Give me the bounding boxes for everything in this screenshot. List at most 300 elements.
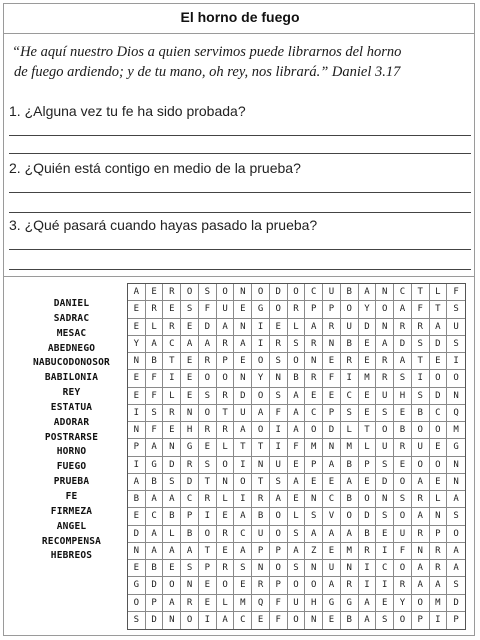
grid-letter[interactable]: P	[305, 457, 323, 474]
grid-letter[interactable]: O	[234, 474, 252, 491]
grid-letter[interactable]: A	[234, 336, 252, 353]
grid-letter[interactable]: I	[376, 577, 394, 594]
grid-letter[interactable]: R	[412, 319, 430, 336]
grid-letter[interactable]: M	[430, 595, 448, 612]
grid-letter[interactable]: E	[163, 422, 181, 439]
grid-letter[interactable]: E	[217, 543, 235, 560]
grid-letter[interactable]: R	[199, 491, 217, 508]
grid-letter[interactable]: O	[128, 595, 146, 612]
grid-letter[interactable]: N	[412, 543, 430, 560]
grid-letter[interactable]: A	[359, 595, 377, 612]
grid-letter[interactable]: T	[163, 353, 181, 370]
grid-letter[interactable]: S	[288, 526, 306, 543]
grid-letter[interactable]: T	[412, 353, 430, 370]
grid-letter[interactable]: M	[359, 370, 377, 387]
grid-letter[interactable]: P	[181, 508, 199, 525]
grid-letter[interactable]: O	[341, 301, 359, 318]
grid-letter[interactable]: U	[323, 560, 341, 577]
grid-letter[interactable]: F	[146, 388, 164, 405]
grid-letter[interactable]: A	[163, 595, 181, 612]
answer-line[interactable]	[9, 192, 471, 193]
grid-letter[interactable]: N	[447, 388, 465, 405]
grid-letter[interactable]: S	[234, 560, 252, 577]
grid-letter[interactable]: N	[217, 474, 235, 491]
grid-letter[interactable]: S	[412, 336, 430, 353]
grid-letter[interactable]: U	[341, 319, 359, 336]
grid-letter[interactable]: B	[288, 370, 306, 387]
grid-letter[interactable]: O	[305, 422, 323, 439]
grid-letter[interactable]: S	[163, 474, 181, 491]
grid-letter[interactable]: S	[412, 388, 430, 405]
grid-letter[interactable]: A	[288, 405, 306, 422]
grid-letter[interactable]: N	[252, 457, 270, 474]
grid-letter[interactable]: E	[359, 405, 377, 422]
grid-letter[interactable]: P	[252, 543, 270, 560]
grid-letter[interactable]: A	[128, 474, 146, 491]
grid-letter[interactable]: R	[217, 388, 235, 405]
grid-letter[interactable]: M	[305, 439, 323, 456]
grid-letter[interactable]: S	[394, 491, 412, 508]
grid-letter[interactable]: I	[359, 577, 377, 594]
grid-letter[interactable]: O	[252, 353, 270, 370]
answer-line[interactable]	[9, 153, 471, 154]
grid-letter[interactable]: G	[181, 439, 199, 456]
grid-letter[interactable]: O	[181, 612, 199, 629]
grid-letter[interactable]: C	[163, 336, 181, 353]
grid-letter[interactable]: L	[217, 491, 235, 508]
grid-letter[interactable]: F	[146, 422, 164, 439]
grid-letter[interactable]: N	[447, 457, 465, 474]
grid-letter[interactable]: F	[146, 370, 164, 387]
grid-letter[interactable]: C	[341, 388, 359, 405]
grid-letter[interactable]: N	[376, 319, 394, 336]
grid-letter[interactable]: T	[430, 301, 448, 318]
grid-letter[interactable]: E	[430, 353, 448, 370]
grid-letter[interactable]: E	[128, 370, 146, 387]
grid-letter[interactable]: S	[376, 508, 394, 525]
grid-letter[interactable]: A	[305, 319, 323, 336]
grid-letter[interactable]: D	[430, 336, 448, 353]
grid-letter[interactable]: C	[234, 612, 252, 629]
grid-letter[interactable]: C	[146, 508, 164, 525]
grid-letter[interactable]: N	[234, 319, 252, 336]
grid-letter[interactable]: A	[359, 612, 377, 629]
grid-letter[interactable]: A	[234, 422, 252, 439]
grid-letter[interactable]: H	[181, 422, 199, 439]
grid-letter[interactable]: O	[447, 526, 465, 543]
grid-letter[interactable]: F	[288, 439, 306, 456]
grid-letter[interactable]: Y	[128, 336, 146, 353]
grid-letter[interactable]: E	[323, 612, 341, 629]
grid-letter[interactable]: O	[199, 526, 217, 543]
answer-line[interactable]	[9, 212, 471, 213]
grid-letter[interactable]: R	[412, 526, 430, 543]
grid-letter[interactable]: E	[323, 388, 341, 405]
grid-letter[interactable]: R	[163, 405, 181, 422]
grid-letter[interactable]: U	[217, 301, 235, 318]
grid-letter[interactable]: A	[323, 577, 341, 594]
grid-letter[interactable]: A	[447, 560, 465, 577]
grid-letter[interactable]: T	[252, 474, 270, 491]
grid-letter[interactable]: O	[305, 577, 323, 594]
grid-letter[interactable]: A	[217, 612, 235, 629]
grid-letter[interactable]: R	[394, 577, 412, 594]
grid-letter[interactable]: P	[323, 405, 341, 422]
grid-letter[interactable]: O	[359, 491, 377, 508]
grid-letter[interactable]: A	[146, 336, 164, 353]
grid-letter[interactable]: O	[376, 301, 394, 318]
grid-letter[interactable]: E	[376, 526, 394, 543]
grid-letter[interactable]: O	[270, 560, 288, 577]
grid-letter[interactable]: D	[376, 474, 394, 491]
grid-letter[interactable]: S	[376, 612, 394, 629]
grid-letter[interactable]: N	[234, 284, 252, 301]
grid-letter[interactable]: S	[447, 301, 465, 318]
grid-letter[interactable]: I	[128, 405, 146, 422]
grid-letter[interactable]: P	[453, 615, 459, 626]
grid-letter[interactable]: U	[234, 405, 252, 422]
grid-letter[interactable]: A	[412, 474, 430, 491]
grid-letter[interactable]: B	[412, 405, 430, 422]
grid-letter[interactable]: O	[288, 353, 306, 370]
grid-letter[interactable]: E	[252, 612, 270, 629]
grid-letter[interactable]: M	[447, 422, 465, 439]
grid-letter[interactable]: R	[341, 353, 359, 370]
grid-letter[interactable]: S	[270, 353, 288, 370]
grid-letter[interactable]: C	[323, 491, 341, 508]
grid-letter[interactable]: S	[394, 370, 412, 387]
grid-letter[interactable]: G	[146, 457, 164, 474]
grid-letter[interactable]: A	[430, 577, 448, 594]
grid-letter[interactable]: R	[163, 319, 181, 336]
grid-letter[interactable]: R	[217, 422, 235, 439]
grid-letter[interactable]: R	[412, 491, 430, 508]
grid-letter[interactable]: A	[146, 526, 164, 543]
grid-letter[interactable]: I	[128, 457, 146, 474]
grid-letter[interactable]: L	[217, 439, 235, 456]
grid-letter[interactable]: I	[199, 612, 217, 629]
grid-letter[interactable]: B	[146, 353, 164, 370]
grid-letter[interactable]: N	[305, 612, 323, 629]
grid-letter[interactable]: E	[234, 301, 252, 318]
grid-letter[interactable]: O	[270, 526, 288, 543]
grid-letter[interactable]: I	[412, 370, 430, 387]
grid-letter[interactable]: R	[252, 577, 270, 594]
grid-letter[interactable]: O	[394, 612, 412, 629]
grid-letter[interactable]: S	[288, 336, 306, 353]
grid-letter[interactable]: F	[270, 612, 288, 629]
grid-letter[interactable]: D	[146, 577, 164, 594]
grid-letter[interactable]: O	[199, 370, 217, 387]
grid-letter[interactable]: O	[288, 577, 306, 594]
grid-letter[interactable]: D	[359, 508, 377, 525]
grid-letter[interactable]: O	[270, 508, 288, 525]
grid-letter[interactable]: A	[270, 491, 288, 508]
grid-letter[interactable]: R	[252, 491, 270, 508]
grid-letter[interactable]: G	[323, 595, 341, 612]
grid-letter[interactable]: A	[146, 543, 164, 560]
grid-letter[interactable]: D	[394, 336, 412, 353]
grid-letter[interactable]: S	[181, 560, 199, 577]
grid-letter[interactable]: B	[341, 284, 359, 301]
grid-letter[interactable]: E	[323, 353, 341, 370]
grid-letter[interactable]: E	[163, 560, 181, 577]
grid-letter[interactable]: E	[323, 543, 341, 560]
grid-letter[interactable]: L	[430, 284, 448, 301]
grid-letter[interactable]: O	[447, 370, 465, 387]
grid-letter[interactable]: T	[217, 405, 235, 422]
grid-letter[interactable]: A	[305, 526, 323, 543]
grid-letter[interactable]: N	[305, 491, 323, 508]
grid-letter[interactable]: A	[412, 577, 430, 594]
grid-letter[interactable]: R	[217, 560, 235, 577]
grid-letter[interactable]: N	[128, 353, 146, 370]
grid-letter[interactable]: O	[430, 457, 448, 474]
grid-letter[interactable]: H	[305, 595, 323, 612]
grid-letter[interactable]: Y	[394, 595, 412, 612]
grid-letter[interactable]: R	[341, 577, 359, 594]
grid-letter[interactable]: B	[341, 336, 359, 353]
grid-letter[interactable]: N	[376, 491, 394, 508]
grid-letter[interactable]: O	[217, 370, 235, 387]
grid-letter[interactable]: R	[181, 595, 199, 612]
grid-letter[interactable]: A	[163, 543, 181, 560]
grid-letter[interactable]: E	[288, 491, 306, 508]
grid-letter[interactable]: D	[146, 612, 164, 629]
grid-letter[interactable]: D	[270, 284, 288, 301]
grid-letter[interactable]: F	[323, 370, 341, 387]
grid-letter[interactable]: R	[288, 301, 306, 318]
grid-letter[interactable]: B	[163, 508, 181, 525]
grid-letter[interactable]: R	[430, 560, 448, 577]
grid-letter[interactable]: O	[288, 284, 306, 301]
grid-letter[interactable]: S	[447, 508, 465, 525]
grid-letter[interactable]: F	[447, 284, 465, 301]
grid-letter[interactable]: Y	[252, 370, 270, 387]
grid-letter[interactable]: R	[305, 336, 323, 353]
grid-letter[interactable]: R	[376, 370, 394, 387]
answer-line[interactable]	[9, 269, 471, 270]
grid-letter[interactable]: E	[199, 439, 217, 456]
grid-letter[interactable]: O	[288, 612, 306, 629]
grid-letter[interactable]: S	[181, 301, 199, 318]
grid-letter[interactable]: E	[234, 353, 252, 370]
grid-letter[interactable]: I	[376, 543, 394, 560]
grid-letter[interactable]: A	[341, 526, 359, 543]
grid-letter[interactable]: A	[323, 526, 341, 543]
grid-letter[interactable]: R	[394, 439, 412, 456]
grid-letter[interactable]: F	[270, 405, 288, 422]
grid-letter[interactable]: E	[199, 595, 217, 612]
grid-letter[interactable]: O	[217, 457, 235, 474]
grid-letter[interactable]: E	[305, 474, 323, 491]
grid-letter[interactable]: A	[288, 422, 306, 439]
grid-letter[interactable]: A	[288, 388, 306, 405]
grid-letter[interactable]: O	[430, 422, 448, 439]
grid-letter[interactable]: N	[447, 474, 465, 491]
grid-letter[interactable]: A	[252, 405, 270, 422]
grid-letter[interactable]: R	[359, 543, 377, 560]
grid-letter[interactable]: P	[305, 301, 323, 318]
grid-letter[interactable]: P	[128, 439, 146, 456]
grid-letter[interactable]: L	[146, 319, 164, 336]
grid-letter[interactable]: U	[288, 595, 306, 612]
grid-letter[interactable]: R	[217, 526, 235, 543]
grid-letter[interactable]: U	[376, 388, 394, 405]
grid-letter[interactable]: A	[181, 543, 199, 560]
grid-letter[interactable]: F	[394, 543, 412, 560]
grid-letter[interactable]: T	[412, 284, 430, 301]
grid-letter[interactable]: G	[341, 595, 359, 612]
grid-letter[interactable]: O	[394, 474, 412, 491]
grid-letter[interactable]: I	[234, 491, 252, 508]
grid-letter[interactable]: R	[270, 336, 288, 353]
grid-letter[interactable]: S	[199, 284, 217, 301]
grid-letter[interactable]: B	[181, 526, 199, 543]
grid-letter[interactable]: U	[376, 439, 394, 456]
grid-letter[interactable]: E	[181, 388, 199, 405]
grid-letter[interactable]: L	[430, 491, 448, 508]
grid-letter[interactable]: U	[252, 526, 270, 543]
grid-letter[interactable]: E	[359, 388, 377, 405]
grid-letter[interactable]: N	[270, 370, 288, 387]
grid-letter[interactable]: B	[252, 508, 270, 525]
grid-letter[interactable]: N	[430, 508, 448, 525]
grid-letter[interactable]: S	[447, 577, 465, 594]
grid-letter[interactable]: S	[376, 457, 394, 474]
grid-letter[interactable]: R	[199, 422, 217, 439]
grid-letter[interactable]: P	[270, 543, 288, 560]
grid-letter[interactable]: A	[394, 301, 412, 318]
grid-letter[interactable]: A	[181, 336, 199, 353]
grid-letter[interactable]: S	[376, 405, 394, 422]
grid-letter[interactable]: A	[359, 284, 377, 301]
grid-letter[interactable]: C	[305, 284, 323, 301]
grid-letter[interactable]: O	[412, 422, 430, 439]
grid-letter[interactable]: E	[128, 301, 146, 318]
grid-letter[interactable]: A	[128, 284, 146, 301]
grid-letter[interactable]: L	[163, 526, 181, 543]
grid-letter[interactable]: P	[359, 457, 377, 474]
grid-letter[interactable]: I	[199, 508, 217, 525]
grid-letter[interactable]: D	[323, 422, 341, 439]
grid-letter[interactable]: N	[163, 439, 181, 456]
grid-letter[interactable]: A	[376, 336, 394, 353]
grid-letter[interactable]: C	[376, 560, 394, 577]
grid-letter[interactable]: E	[128, 508, 146, 525]
grid-letter[interactable]: D	[128, 526, 146, 543]
grid-letter[interactable]: S	[288, 560, 306, 577]
grid-letter[interactable]: N	[128, 543, 146, 560]
grid-letter[interactable]: E	[128, 388, 146, 405]
answer-line[interactable]	[9, 249, 471, 250]
grid-letter[interactable]: S	[146, 405, 164, 422]
grid-letter[interactable]: B	[128, 491, 146, 508]
grid-letter[interactable]: N	[234, 370, 252, 387]
grid-letter[interactable]: C	[394, 284, 412, 301]
grid-letter[interactable]: N	[128, 422, 146, 439]
grid-letter[interactable]: S	[270, 388, 288, 405]
grid-letter[interactable]: N	[305, 560, 323, 577]
grid-letter[interactable]: B	[341, 491, 359, 508]
grid-letter[interactable]: E	[359, 336, 377, 353]
grid-letter[interactable]: C	[234, 526, 252, 543]
grid-letter[interactable]: O	[217, 577, 235, 594]
grid-letter[interactable]: E	[146, 284, 164, 301]
grid-letter[interactable]: I	[270, 422, 288, 439]
grid-letter[interactable]: T	[199, 543, 217, 560]
grid-letter[interactable]: A	[288, 543, 306, 560]
grid-letter[interactable]: T	[234, 439, 252, 456]
grid-letter[interactable]: R	[181, 457, 199, 474]
grid-letter[interactable]: M	[341, 439, 359, 456]
grid-letter[interactable]: N	[181, 405, 199, 422]
grid-letter[interactable]: E	[234, 577, 252, 594]
grid-letter[interactable]: A	[146, 491, 164, 508]
grid-letter[interactable]: M	[341, 543, 359, 560]
grid-letter[interactable]: O	[181, 284, 199, 301]
grid-letter[interactable]: C	[430, 405, 448, 422]
grid-letter[interactable]: P	[323, 301, 341, 318]
grid-letter[interactable]: I	[163, 370, 181, 387]
grid-letter[interactable]: P	[217, 353, 235, 370]
grid-letter[interactable]: T	[359, 422, 377, 439]
grid-letter[interactable]: B	[359, 526, 377, 543]
grid-letter[interactable]: E	[288, 457, 306, 474]
grid-letter[interactable]: E	[128, 560, 146, 577]
grid-letter[interactable]: R	[430, 543, 448, 560]
grid-letter[interactable]: A	[447, 491, 465, 508]
grid-letter[interactable]: B	[394, 422, 412, 439]
grid-letter[interactable]: E	[394, 405, 412, 422]
grid-letter[interactable]: F	[199, 301, 217, 318]
grid-letter[interactable]: R	[163, 284, 181, 301]
grid-letter[interactable]: A	[394, 353, 412, 370]
grid-letter[interactable]: O	[252, 388, 270, 405]
grid-letter[interactable]: A	[430, 319, 448, 336]
grid-letter[interactable]: E	[199, 577, 217, 594]
grid-letter[interactable]: R	[146, 301, 164, 318]
grid-letter[interactable]: T	[252, 439, 270, 456]
grid-letter[interactable]: Q	[447, 405, 465, 422]
grid-letter[interactable]: E	[128, 319, 146, 336]
grid-letter[interactable]: A	[234, 543, 252, 560]
grid-letter[interactable]: D	[234, 388, 252, 405]
grid-letter[interactable]: E	[181, 319, 199, 336]
grid-letter[interactable]: O	[252, 422, 270, 439]
grid-letter[interactable]: A	[288, 474, 306, 491]
grid-letter[interactable]: E	[430, 439, 448, 456]
grid-letter[interactable]: E	[163, 301, 181, 318]
grid-letter[interactable]: P	[412, 612, 430, 629]
grid-letter[interactable]: E	[376, 595, 394, 612]
grid-letter[interactable]: L	[163, 388, 181, 405]
grid-letter[interactable]: U	[270, 457, 288, 474]
grid-letter[interactable]: L	[359, 439, 377, 456]
grid-letter[interactable]: T	[199, 474, 217, 491]
grid-letter[interactable]: I	[252, 336, 270, 353]
grid-letter[interactable]: B	[146, 560, 164, 577]
grid-letter[interactable]: C	[181, 491, 199, 508]
grid-letter[interactable]: N	[376, 284, 394, 301]
grid-letter[interactable]: P	[270, 577, 288, 594]
grid-letter[interactable]: I	[430, 612, 448, 629]
grid-letter[interactable]: R	[217, 336, 235, 353]
grid-letter[interactable]: O	[430, 370, 448, 387]
grid-letter[interactable]: O	[270, 301, 288, 318]
grid-letter[interactable]: L	[341, 422, 359, 439]
grid-letter[interactable]: U	[323, 284, 341, 301]
